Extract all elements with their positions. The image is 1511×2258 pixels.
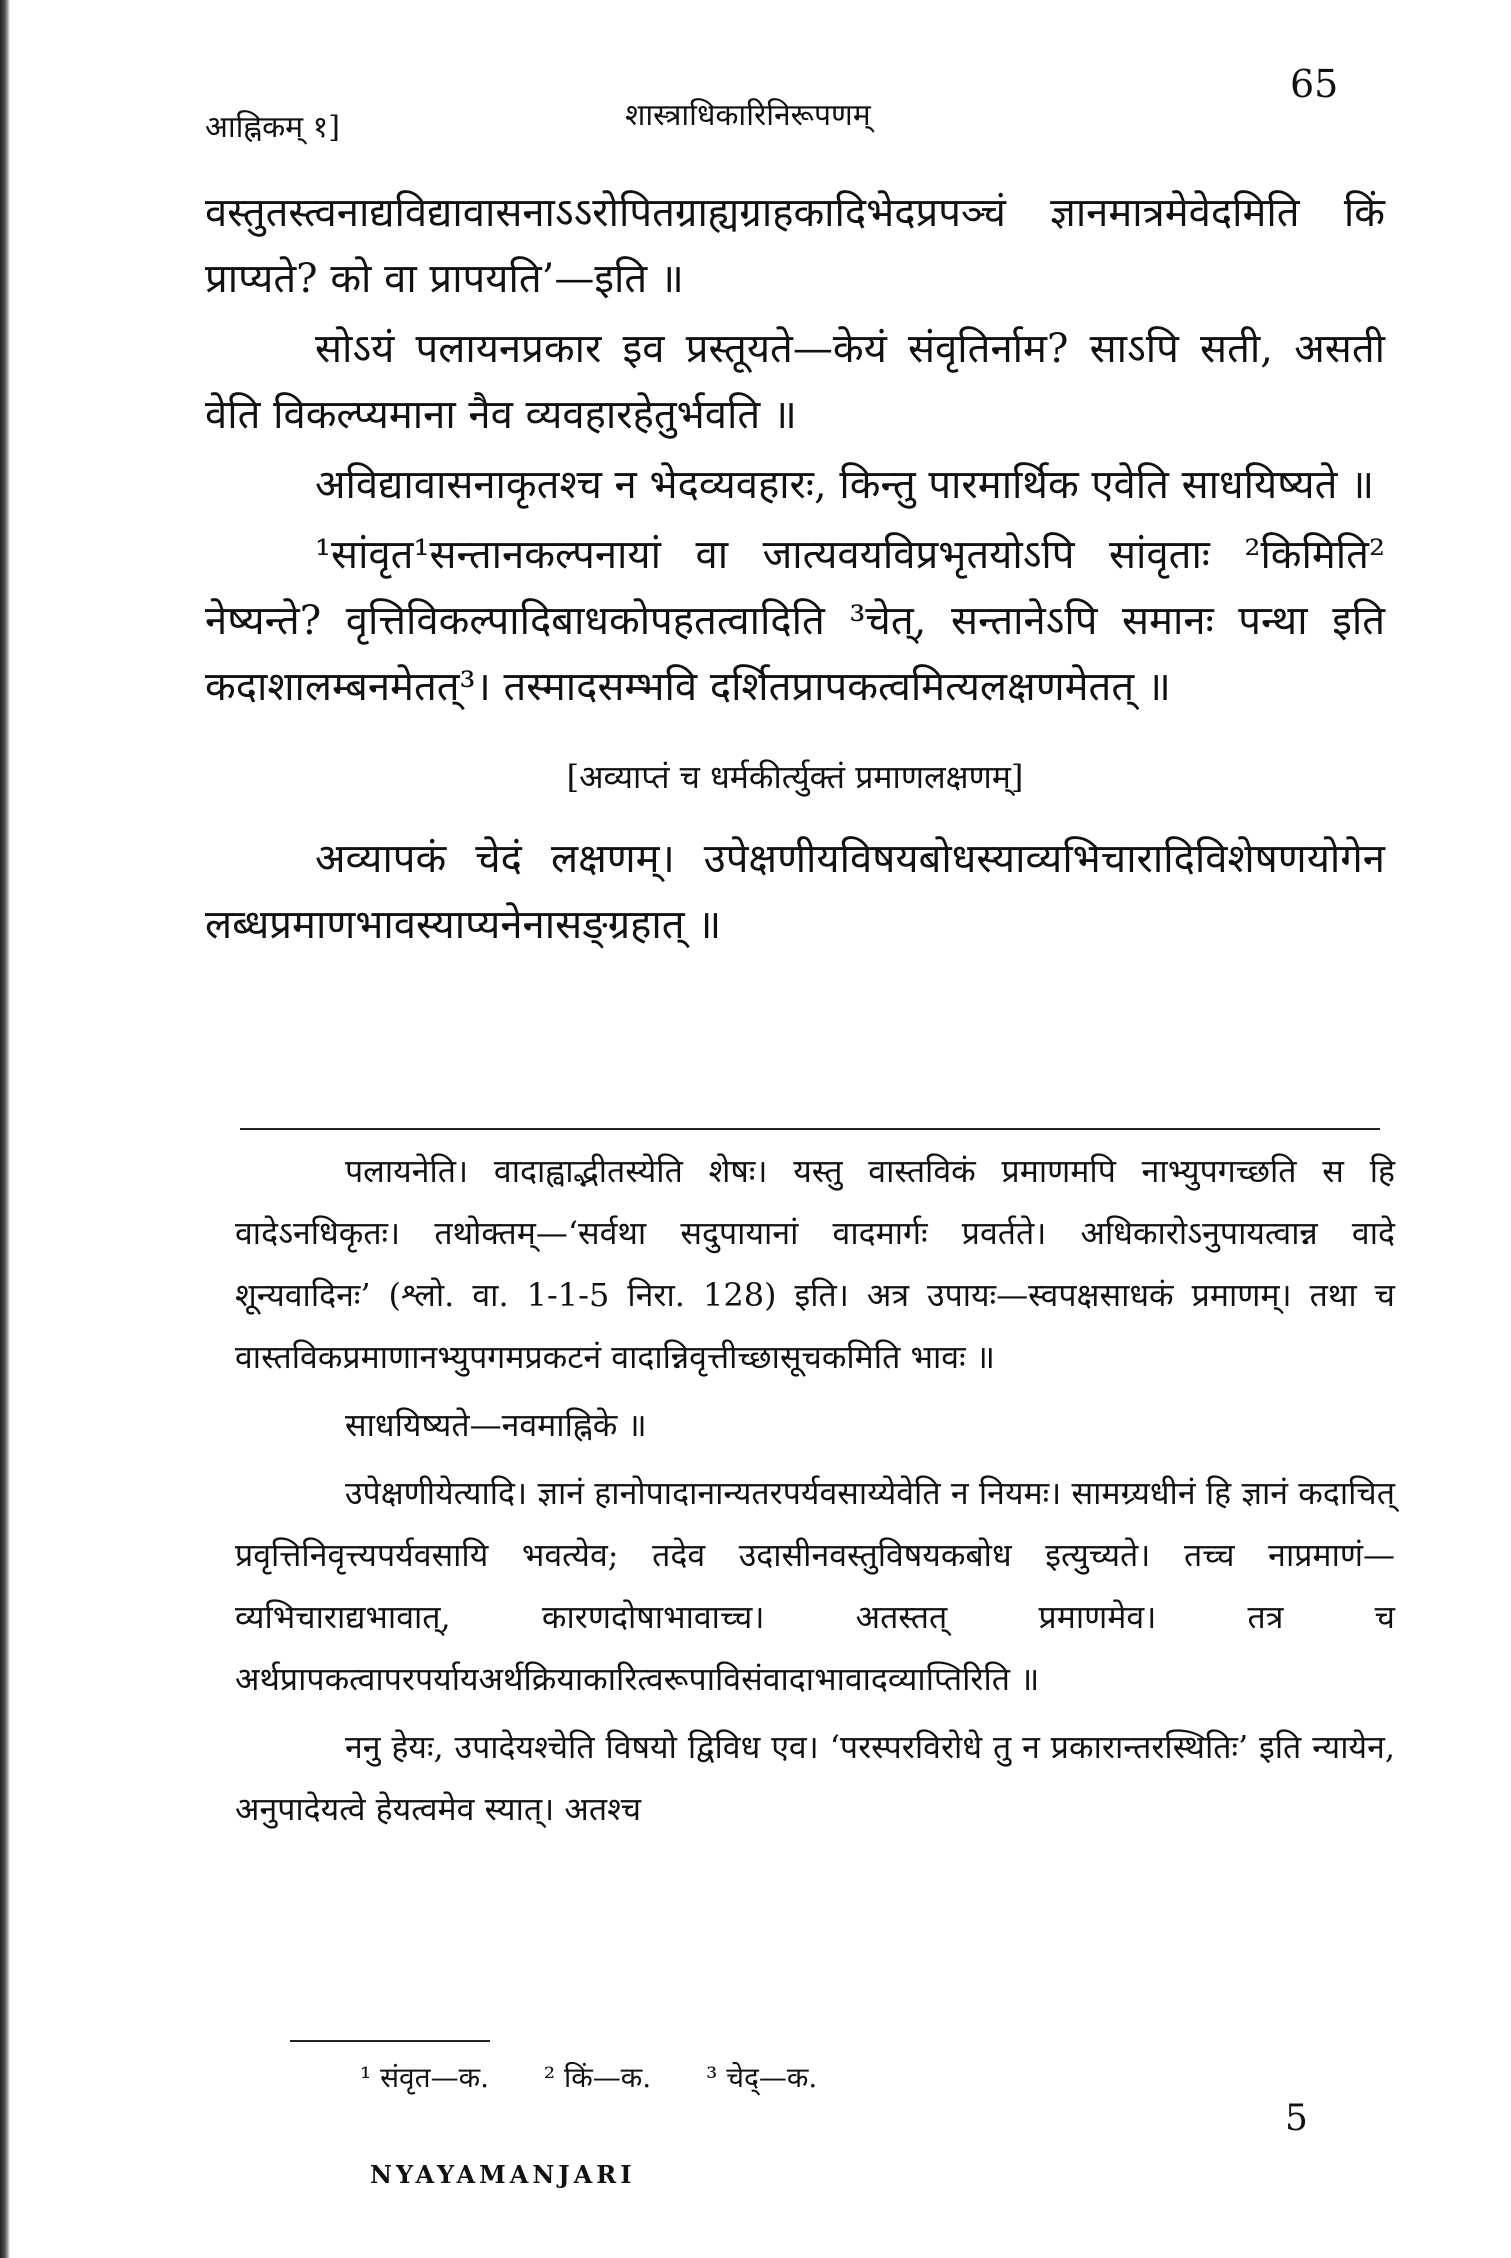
sheet-number: 5: [1285, 2098, 1308, 2139]
commentary-paragraph: साधयिष्यते—नवमाह्निके ॥: [345, 1406, 647, 1444]
running-header-title: शास्त्राधिकारिनिरूपणम्: [625, 98, 871, 133]
commentary-paragraph: उपेक्षणीयेत्यादि। ज्ञानं हानोपादानान्यतरपर्यवसाय्येवेति न नियमः। सामग्र्यधीनं हि ज्ञानं कदाचित् प्रवृत्तिनिवृत्त्यपर्यवसायि भवत्येव; तदेव उदासीनवस्तुविषयकबोध इत्युच्यते। तच्च नाप्रमाणं—व्यभिचाराद्यभावात्, कारणदोषाभावाच्च। अतस्तत् प्रमाणमेव। तत्र च अर्थप्रापकत्वापरपर्यायअर्थक्रियाकारित्वरूपाविसंवादाभावादव्याप्तिरिति ॥: [235, 1474, 1395, 1698]
divider-rule: [240, 1128, 1380, 1130]
footnote-rule: [290, 2040, 490, 2042]
section-heading: [अव्याप्तं च धर्मकीर्त्युक्तं प्रमाणलक्षणम्]: [566, 758, 1024, 796]
page-number: 65: [1290, 62, 1339, 106]
footnote: ² किं—क.: [543, 2061, 652, 2094]
footnote: ¹ संवृत—क.: [360, 2061, 489, 2094]
main-paragraph: सोऽयं पलायनप्रकार इव प्रस्तूयते—केयं संवृतिर्नाम? साऽपि सती, असती वेति विकल्प्यमाना नैव व्यवहारहेतुर्भवति ॥: [205, 326, 1385, 438]
main-paragraph: ¹सांवृत¹सन्तानकल्पनायां वा जात्यवयविप्रभृतयोऽपि सांवृताः ²किमिति² नेष्यन्ते? वृत्तिविकल्पादिबाधकोपहतत्वादिति ³चेत्, सन्तानेऽपि समानः पन्था इति कदाशालम्बनमेतत्³। तस्मादसम्भवि दर्शितप्रापकत्वमित्यलक्षणमेतत् ॥: [205, 532, 1385, 710]
signature-mark: NYAYAMANJARI: [370, 2160, 636, 2189]
commentary-paragraph: ननु हेयः, उपादेयश्चेति विषयो द्विविध एव। ‘परस्परविरोधे तु न प्रकारान्तरस्थितिः’ इति न्यायेन, अनुपादेयत्वे हेयत्वमेव स्यात्। अतश्च: [235, 1728, 1395, 1828]
running-header-left: आह्निकम् १]: [205, 110, 340, 145]
commentary-paragraph: पलायनेति। वादाह्वाद्भीतस्येति शेषः। यस्तु वास्तविकं प्रमाणमपि नाभ्युपगच्छति स हि वादेऽनधिकृतः। तथोक्तम्—‘सर्वथा सदुपायानां वादमार्गः प्रवर्तते। अधिकारोऽनुपायत्वान्न वादे शून्यवादिनः’ (श्लो. वा. 1-1-5 निरा. 128) इति। अत्र उपायः—स्वपक्षसाधकं प्रमाणम्। तथा च वास्तविकप्रमाणानभ्युपगमप्रकटनं वादान्निवृत्तीच्छासूचकमिति भावः ॥: [235, 1152, 1395, 1376]
main-paragraph: वस्तुतस्त्वनाद्यविद्यावासनाऽऽरोपितग्राह्यग्राहकादिभेदप्रपञ्चं ज्ञानमात्रमेवेदमिति किं प्राप्यते? को वा प्रापयति’—इति ॥: [205, 190, 1385, 302]
main-paragraph: अविद्यावासनाकृतश्च न भेदव्यवहारः, किन्तु पारमार्थिक एवेति साधयिष्यते ॥: [315, 462, 1375, 508]
main-paragraph: अव्यापकं चेदं लक्षणम्। उपेक्षणीयविषयबोधस्याव्यभिचारादिविशेषणयोगेन लब्धप्रमाणभावस्याप्यनेनासङ्ग्रहात् ॥: [205, 836, 1385, 948]
commentary: [235, 1140, 1395, 1846]
binding-shadow: [0, 0, 10, 2258]
footnote: ³ चेद्—क.: [706, 2061, 818, 2094]
main-text: [205, 180, 1385, 962]
footnotes: [360, 2058, 863, 2096]
